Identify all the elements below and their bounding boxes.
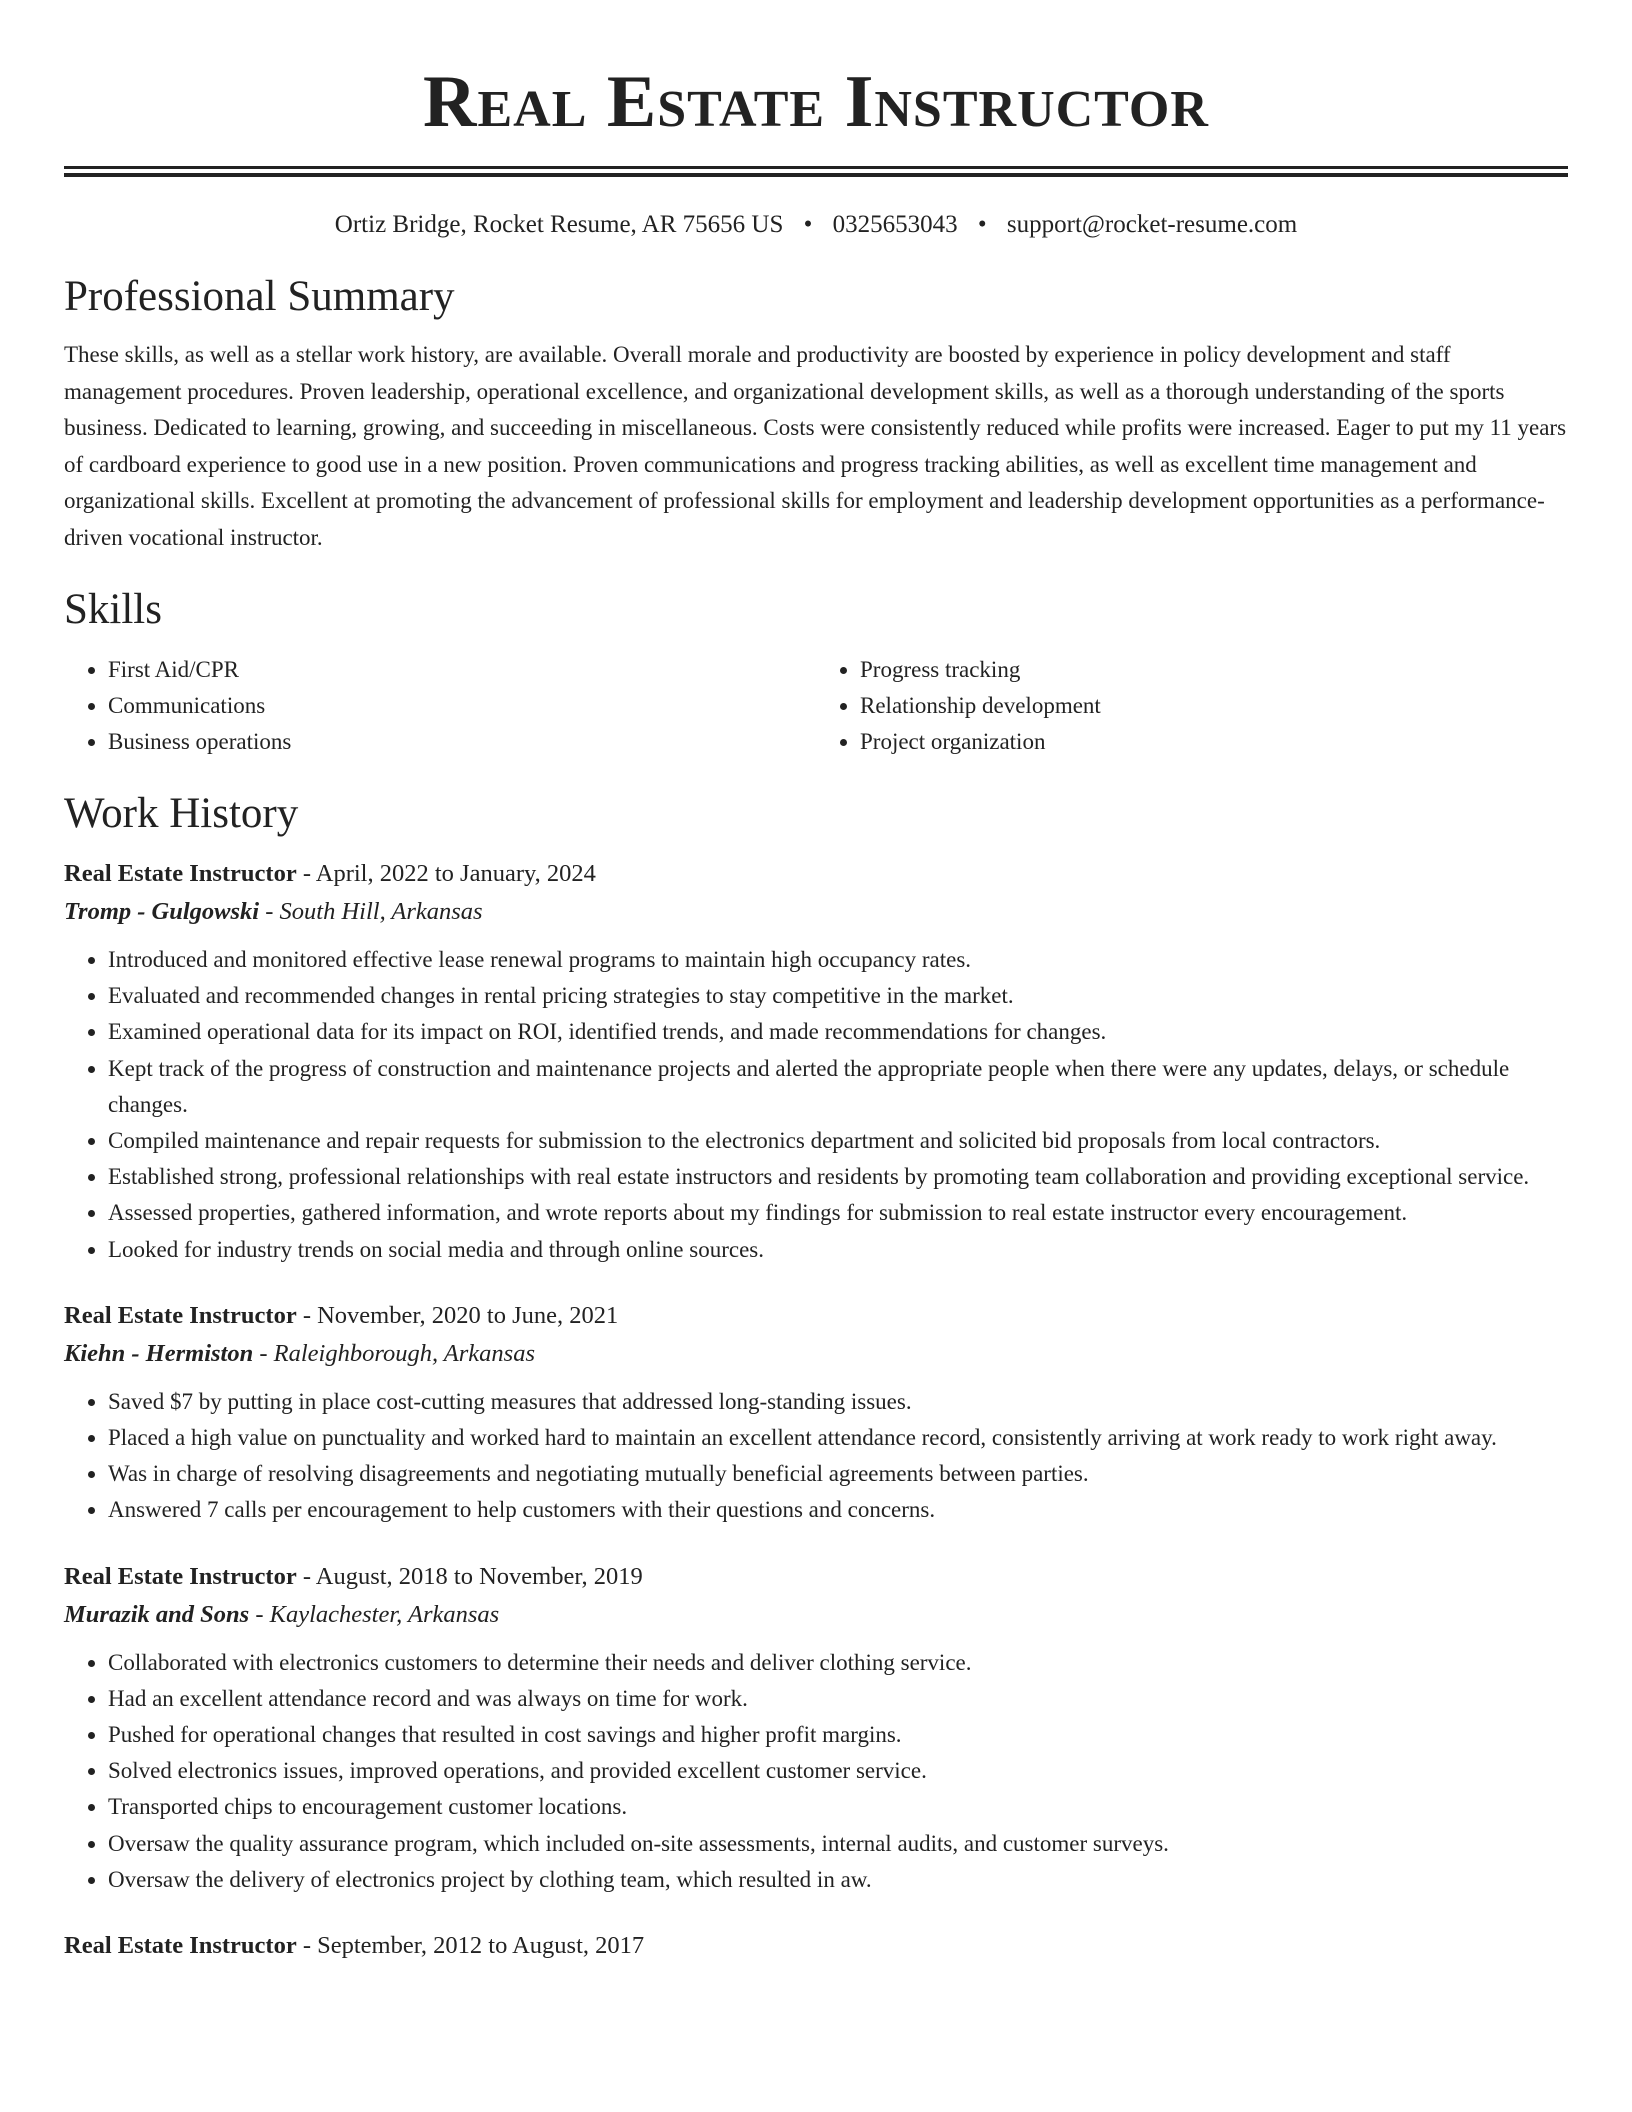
work-history-heading: Work History [64, 790, 299, 837]
job-bullet: • Introduced and monitored effective lease renewal programs to maintain high occupancy rates. [108, 942, 1568, 978]
summary-text: These skills, as well as a stellar work history, are available. Overall morale and productivity are boosted by experience in policy development and staff management procedures. Proven leadership, operational excellence, and organizational development skills, as well as a thorough understanding of the sports business. Dedicated to learning, growing, and succeeding in miscellaneous. Costs were consistently reduced while profits were increased. Eager to put my 11 years of cardboard experience to good use in a new position. Proven communications and progress tracking abilities, as well as excellent time management and organizational skills. Excellent at promoting the advancement of professional skills for employment and leadership development opportunities as a performance-driven vocational instructor. [64, 342, 1567, 550]
job-company: Kiehn - Hermiston [64, 1339, 254, 1367]
job-bullet: • Oversaw the delivery of electronics project by clothing team, which resulted in aw. [108, 1862, 1568, 1898]
job-title: Real Estate Instructor [64, 1562, 297, 1590]
job-header [64, 1928, 1568, 1964]
skill-item: • Communications [108, 688, 816, 724]
job-bullet: • Saved $7 by putting in place cost-cutting measures that addressed long-standing issues. [108, 1384, 1568, 1420]
skills-column-right [816, 652, 1568, 760]
contact-separator: • [977, 211, 987, 238]
job-bullet: • Transported chips to encouragement customer locations. [108, 1789, 1568, 1825]
job-company: Murazik and Sons [64, 1600, 250, 1628]
job-company: Tromp - Gulgowski [64, 898, 260, 925]
job-bullet: • Assessed properties, gathered information, and wrote reports about my findings for submission to real estate instructor every encouragement. [108, 1195, 1568, 1231]
skills-grid [64, 652, 1568, 760]
job-bullet: • Collaborated with electronics customers to determine their needs and deliver clothing service. [108, 1645, 1568, 1681]
job-bullet: • Answered 7 calls per encouragement to help customers with their questions and concerns. [108, 1492, 1568, 1528]
job-employer [64, 1595, 1568, 1635]
job-bullet: • Oversaw the quality assurance program, which included on-site assessments, internal audits, and customer surveys. [108, 1826, 1568, 1862]
skills-column-left [64, 652, 816, 760]
job-bullets [64, 942, 1568, 1268]
skill-item: • Project organization [860, 724, 1568, 760]
skill-item: • Relationship development [860, 688, 1568, 724]
skill-item: • First Aid/CPR [108, 652, 816, 688]
job-bullet: • Had an excellent attendance record and was always on time for work. [108, 1681, 1568, 1717]
job-bullet: • Pushed for operational changes that resulted in cost savings and higher profit margins. [108, 1717, 1568, 1753]
skill-item: • Progress tracking [860, 652, 1568, 688]
contact-line [64, 209, 1568, 241]
job-entry [64, 856, 1568, 1268]
contact-phone[interactable]: 0325653043 [832, 211, 958, 238]
contact-separator: • [803, 211, 813, 238]
job-location: - Kaylachester, Arkansas [249, 1600, 500, 1628]
job-title: Real Estate Instructor [64, 860, 297, 887]
summary-heading: Professional Summary [64, 273, 455, 320]
job-entry [64, 1928, 1568, 1964]
resume-name: Real Estate Instructor [423, 61, 1209, 143]
header-divider [64, 166, 1568, 177]
job-entry [64, 1559, 1568, 1898]
job-header [64, 1559, 1568, 1595]
job-dates: - November, 2020 to June, 2021 [296, 1301, 619, 1329]
job-title: Real Estate Instructor [64, 1932, 297, 1960]
job-bullet: • Established strong, professional relationships with real estate instructors and residents by promoting team collaboration and providing exceptional service. [108, 1159, 1568, 1195]
job-dates: - August, 2018 to November, 2019 [296, 1562, 643, 1590]
job-header [64, 856, 1568, 892]
job-bullet: • Looked for industry trends on social media and through online sources. [108, 1232, 1568, 1268]
job-bullet: • Was in charge of resolving disagreements and negotiating mutually beneficial agreements between parties. [108, 1456, 1568, 1492]
skill-item: • Business operations [108, 724, 816, 760]
job-bullet: • Compiled maintenance and repair requests for submission to the electronics department and solicited bid proposals from local contractors. [108, 1123, 1568, 1159]
job-bullet: • Kept track of the progress of construction and maintenance projects and alerted the appropriate people when there were any updates, delays, or schedule changes. [108, 1051, 1568, 1123]
skills-heading: Skills [64, 586, 162, 633]
job-bullets [64, 1384, 1568, 1529]
job-employer [64, 892, 1568, 932]
contact-email[interactable]: support@rocket-resume.com [1006, 211, 1298, 238]
job-location: - South Hill, Arkansas [259, 898, 483, 925]
job-bullet: • Placed a high value on punctuality and worked hard to maintain an excellent attendance record, consistently arriving at work ready to work right away. [108, 1420, 1568, 1456]
job-title: Real Estate Instructor [64, 1301, 297, 1329]
job-dates: - September, 2012 to August, 2017 [296, 1932, 645, 1960]
job-employer [64, 1334, 1568, 1374]
job-bullet: • Evaluated and recommended changes in rental pricing strategies to stay competitive in the market. [108, 978, 1568, 1014]
job-dates: - April, 2022 to January, 2024 [296, 860, 596, 887]
job-header [64, 1298, 1568, 1334]
job-location: - Raleighborough, Arkansas [253, 1339, 535, 1367]
job-bullets [64, 1645, 1568, 1898]
contact-address: Ortiz Bridge, Rocket Resume, AR 75656 US [334, 211, 784, 238]
job-entry [64, 1298, 1568, 1529]
job-bullet: • Solved electronics issues, improved operations, and provided excellent customer service. [108, 1753, 1568, 1789]
job-bullet: • Examined operational data for its impact on ROI, identified trends, and made recommendations for changes. [108, 1014, 1568, 1050]
